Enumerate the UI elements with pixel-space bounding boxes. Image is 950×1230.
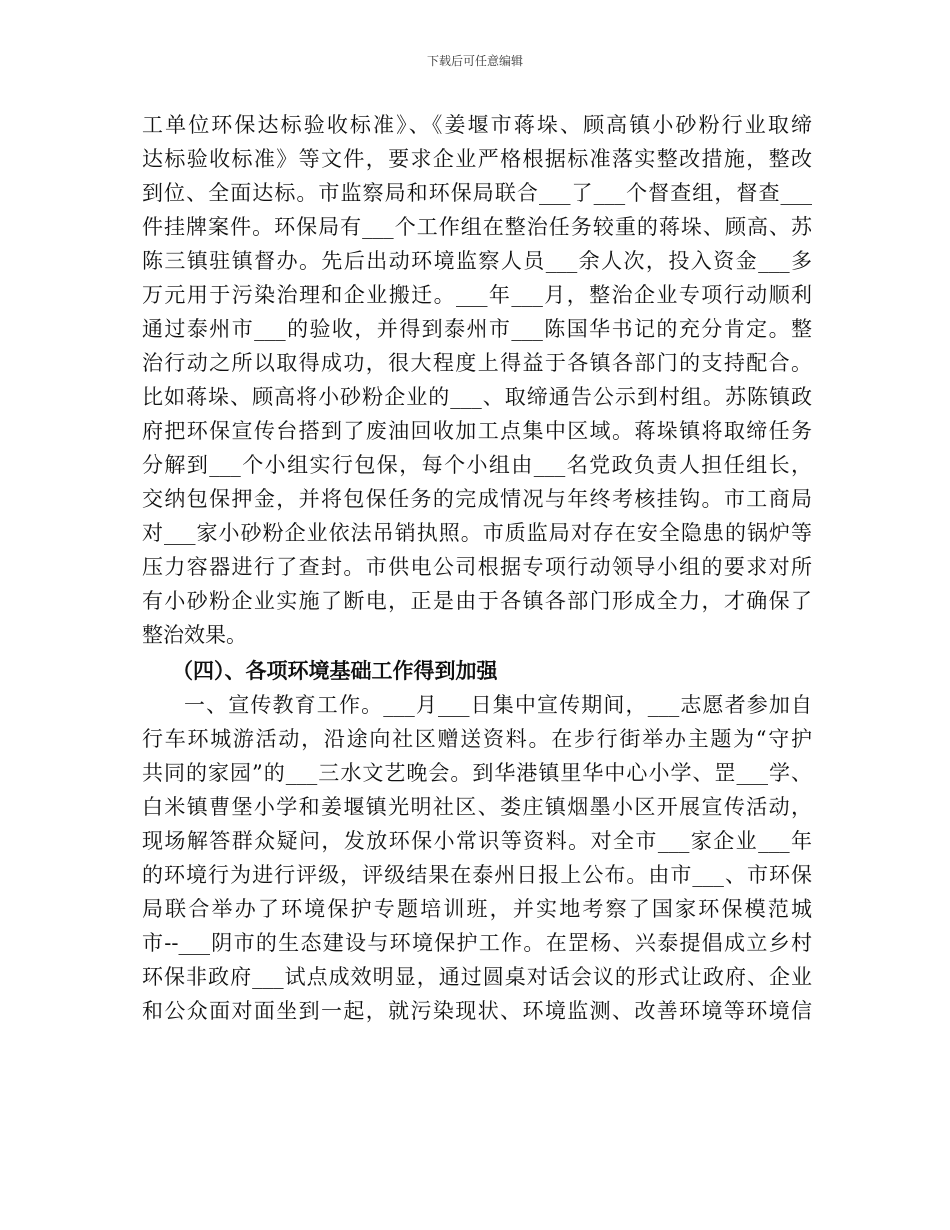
- text-line: 陈三镇驻镇督办。先后出动环境监察人员___余人次，投入资金___多: [142, 249, 812, 273]
- text-line: 府把环保宣传台搭到了废油回收加工点集中区域。蒋垛镇将取缔任务: [142, 419, 812, 443]
- document-body: [142, 108, 812, 1028]
- text-line: 局联合举办了环境保护专题培训班，并实地考察了国家环保模范城: [142, 897, 812, 921]
- text-line: 比如蒋垛、顾高将小砂粉企业的___、取缔通告公示到村组。苏陈镇政: [142, 385, 812, 409]
- text-line: 共同的家园”的___三水文艺晚会。到华港镇里华中心小学、罡___学、: [142, 761, 812, 785]
- text-line: 环保非政府___试点成效明显，通过圆桌对话会议的形式让政府、企业: [142, 965, 812, 989]
- text-line: 治行动之所以取得成功，很大程度上得益于各镇各部门的支持配合。: [142, 351, 812, 375]
- text-line: 和公众面对面坐到一起，就污染现状、环境监测、改善环境等环境信: [142, 999, 812, 1023]
- text-line: 交纳包保押金，并将包保任务的完成情况与年终考核挂钩。市工商局: [142, 487, 812, 511]
- text-line: 整治效果。: [142, 623, 247, 647]
- text-line: 市--___阴市的生态建设与环境保护工作。在罡杨、兴泰提倡成立乡村: [142, 931, 812, 955]
- text-line: 达标验收标准》等文件，要求企业严格根据标准落实整改措施，整改: [142, 147, 812, 171]
- text-line: 行车环城游活动，沿途向社区赠送资料。在步行街举办主题为“守护: [142, 727, 812, 751]
- page-header: 下载后可任意编辑: [426, 54, 523, 68]
- text-line: 对___家小砂粉企业依法吊销执照。市质监局对存在安全隐患的锅炉等: [142, 521, 812, 545]
- text-line: 工单位环保达标验收标准》、《姜堰市蒋垛、顾高镇小砂粉行业取缔: [142, 113, 812, 137]
- text-line: 到位、全面达标。市监察局和环保局联合___了___个督查组，督查___: [142, 181, 812, 205]
- text-line: 通过泰州市___的验收，并得到泰州市___陈国华书记的充分肯定。整: [142, 317, 812, 341]
- text-line: 万元用于污染治理和企业搬迁。___年___月，整治企业专项行动顺利: [142, 283, 812, 307]
- text-line: 压力容器进行了查封。市供电公司根据专项行动领导小组的要求对所: [142, 555, 812, 579]
- text-line: 的环境行为进行评级，评级结果在泰州日报上公布。由市___、市环保: [142, 863, 812, 887]
- text-line: 现场解答群众疑问，发放环保小常识等资料。对全市___家企业___年: [142, 829, 812, 853]
- text-line: 分解到___个小组实行包保，每个小组由___名党政负责人担任组长，: [142, 453, 812, 477]
- paragraph-publicity: [142, 688, 812, 1028]
- text-line: 白米镇曹堡小学和姜堰镇光明社区、娄庄镇烟墨小区开展宣传活动，: [142, 795, 812, 819]
- text-line: 一、宣传教育工作。___月___日集中宣传期间，___志愿者参加自: [184, 693, 812, 717]
- text-line: 件挂牌案件。环保局有___个工作组在整治任务较重的蒋垛、顾高、苏: [142, 215, 812, 239]
- paragraph-rectification: [142, 108, 812, 652]
- text-line: 有小砂粉企业实施了断电，正是由于各镇各部门形成全力，才确保了: [142, 589, 812, 613]
- section-heading: （四）、各项环境基础工作得到加强: [172, 658, 498, 683]
